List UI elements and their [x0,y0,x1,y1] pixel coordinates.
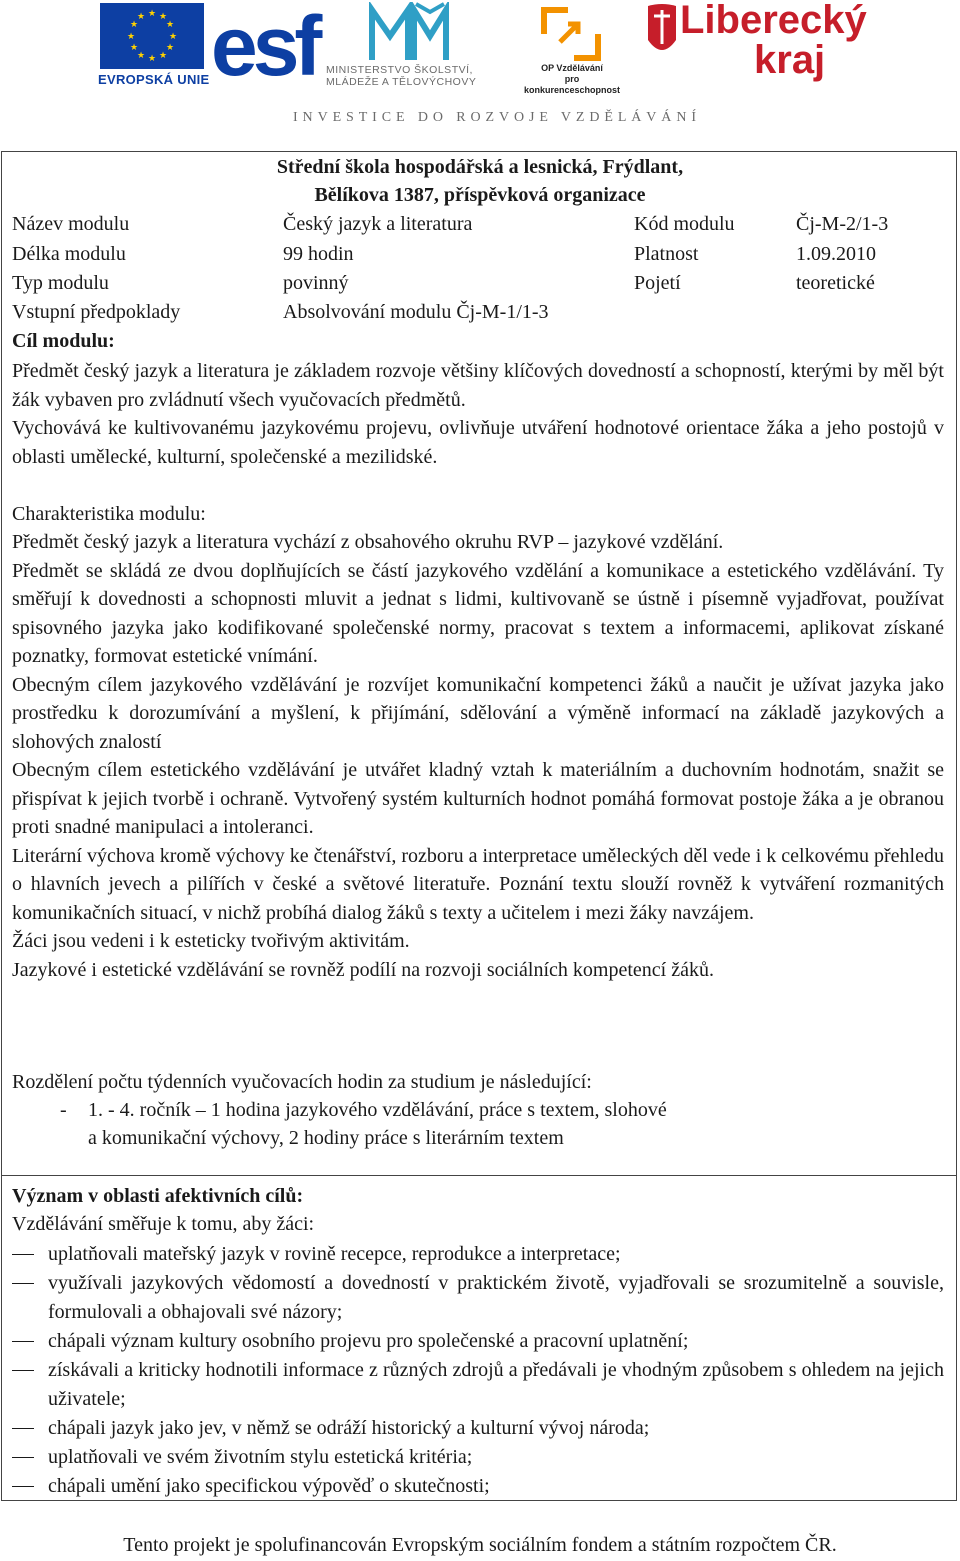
svg-text:★: ★ [165,20,175,30]
char-paragraph-7: Jazykové i estetické vzdělávání se rovněž podílí na rozvoji sociálních kompetencí žáků. [12,958,714,981]
kod-label: Kód modulu [634,213,735,235]
eu-stars-icon [100,3,204,69]
liberec-emblem-logo [642,0,682,80]
charakteristika-text [12,528,944,984]
logo-strip [0,0,960,130]
school-name-line2: Bělíkova 1387, příspěvková organizace [314,184,646,206]
svg-text:★: ★ [158,51,168,61]
vyznam-heading: Význam v oblasti afektivních cílů: [12,1185,304,1207]
nazev-label: Název modulu [12,213,130,235]
hodiny-intro: Rozdělení počtu týdenních vyučovacích hodin za studium je následující: [12,1071,592,1093]
svg-text:★: ★ [136,51,146,61]
list-item: chápali jazyk jako jev, v němž se odráží historický a kulturní vývoj národa; [12,1414,944,1443]
vyznam-intro: Vzdělávání směřuje k tomu, aby žáci: [12,1213,315,1235]
delka-value: 99 hodin [283,243,354,265]
typ-value: povinný [283,272,349,294]
school-name-line1: Střední škola hospodářská a lesnická, Frýdlant, [276,156,684,178]
svg-text:★: ★ [158,12,168,22]
vstup-label: Vstupní předpoklady [12,301,181,323]
list-item: uplatňovali mateřský jazyk v rovině recepce, reprodukce a interpretace; [12,1240,944,1269]
svg-text:★: ★ [147,9,157,19]
section-divider [1,1175,957,1176]
svg-text:★: ★ [129,43,139,53]
msmt-logo [368,2,452,64]
delka-label: Délka modulu [12,243,126,265]
eu-label: EVROPSKÁ UNIE [98,72,210,87]
nazev-value: Český jazyk a literatura [283,213,473,235]
typ-label: Typ modulu [12,272,109,294]
pojeti-value: teoretické [796,272,875,294]
op-label [516,63,628,96]
svg-text:★: ★ [168,32,178,42]
svg-text:★: ★ [147,54,157,64]
cil-heading: Cíl modulu: [12,330,115,352]
footer-note: Tento projekt je spolufinancován Evropským sociálním fondem a státním rozpočtem ČR. [123,1534,837,1556]
char-paragraph-3: Obecným cílem jazykového vzdělávání je rozvíjet komunikační kompetenci žáků a naučit je užívat jazyka jako prostředku k dorozumívání a myšlení, k přijímání, sdělování a výměně informací na základě jazykových a slohových znalostí [12,673,944,753]
svg-text:★: ★ [126,32,136,42]
op-logo [540,6,602,62]
char-paragraph-5: Literární výchova kromě výchovy ke čtenářství, rozboru a interpretace uměleckých děl vede i k celkovému přehledu o hlavních jevech a pilířích v české a světové literatuře. Poznání textu slouží rovněž k vytváření rozmanitých komunikačních situací, v nichž probíhá dialog žáků s texty a učitelem i mezi žáky navzájem. [12,844,944,924]
list-item: chápali význam kultury osobního projevu pro společenské a pracovní uplatnění; [12,1327,944,1356]
investice-tagline: INVESTICE DO ROZVOJE VZDĚLÁVÁNÍ [293,110,701,125]
msmt-label [326,64,476,88]
char-paragraph-2: Předmět se skládá ze dvou doplňujících se částí jazykového vzdělání a komunikace a estetického vzdělávání. Ty směřují k dovednosti a schopnosti mluvit a jednat s lidmi, kultivovaně se ústně i písemně vyjadřovat, používat spisovného jazyka jako kodifikované společenské normy, pracovat s textem a informacemi, aplikovat získané poznatky, formovat estetické vnímání. [12,559,944,667]
list-item: získávali a kriticky hodnotili informace z různých zdrojů a předávali je vhodným způsobem s ohledem na jejich uživatele; [12,1356,944,1414]
list-item: chápali umění jako specifickou výpověď o skutečnosti; [12,1472,944,1501]
kraj-logo-text: kraj [754,38,826,82]
char-paragraph-4: Obecným cílem estetického vzdělávání je utvářet kladný vztah k materiálním a duchovním hodnotám, snažit se přispívat k jejich tvorbě i ochraně. Vytvořený systém kulturních hodnot pomáhá formovat postoje žáka a je obranou proti snadné manipulaci a intoleranci. [12,759,944,838]
svg-text:★: ★ [136,12,146,22]
char-paragraph-1: Předmět český jazyk a literatura vychází z obsahového okruhu RVP – jazykové vzdělání. [12,531,724,553]
cil-paragraph-2: Vychovává ke kultivovanému jazykovému projevu, ovlivňuje utváření hodnotové orientace žáka a jeho postojů v oblasti umělecké, kulturní, společenské a mezilidské. [12,417,944,468]
op-line2: pro konkurenceschopnost [523,74,621,95]
platnost-value: 1.09.2010 [796,243,876,265]
vstup-value: Absolvování modulu Čj-M-1/1-3 [283,301,549,323]
pojeti-label: Pojetí [634,272,681,294]
platnost-label: Platnost [634,243,699,265]
op-line1: OP Vzdělávání [541,63,603,73]
list-item: uplatňovali ve svém životním stylu estetická kritéria; [12,1443,944,1472]
hodiny-line2: a komunikační výchovy, 2 hodiny práce s literárním textem [88,1127,564,1149]
svg-text:★: ★ [165,43,175,53]
hodiny-dash: - [60,1099,67,1121]
list-item: využívali jazykových vědomostí a dovedností v praktickém životě, vyjadřovali se srozumitelně a souvisle, formulovali a obhajovali své názory; [12,1269,944,1327]
kod-value: Čj-M-2/1-3 [796,213,889,235]
msmt-line2: MLÁDEŽE A TĚLOVÝCHOVY [326,76,477,88]
svg-text:★: ★ [129,20,139,30]
vyznam-list [12,1240,944,1501]
eu-flag-logo [100,3,204,69]
esf-logo: esf [211,0,318,93]
hodiny-line1: 1. - 4. ročník – 1 hodina jazykového vzdělávání, práce s textem, slohové [88,1099,667,1121]
msmt-line1: MINISTERSTVO ŠKOLSTVÍ, [326,64,473,76]
liberecky-logo-text: Liberecký [680,0,867,42]
charakteristika-heading: Charakteristika modulu: [12,503,206,525]
cil-text [12,357,944,471]
cil-paragraph-1: Předmět český jazyk a literatura je základem rozvoje většiny klíčových dovedností a schopností, kterými by měl být žák vybaven pro zvládnutí všech vyučovacích předmětů. [12,360,944,411]
char-paragraph-6: Žáci jsou vedeni i k esteticky tvořivým aktivitám. [12,930,410,952]
